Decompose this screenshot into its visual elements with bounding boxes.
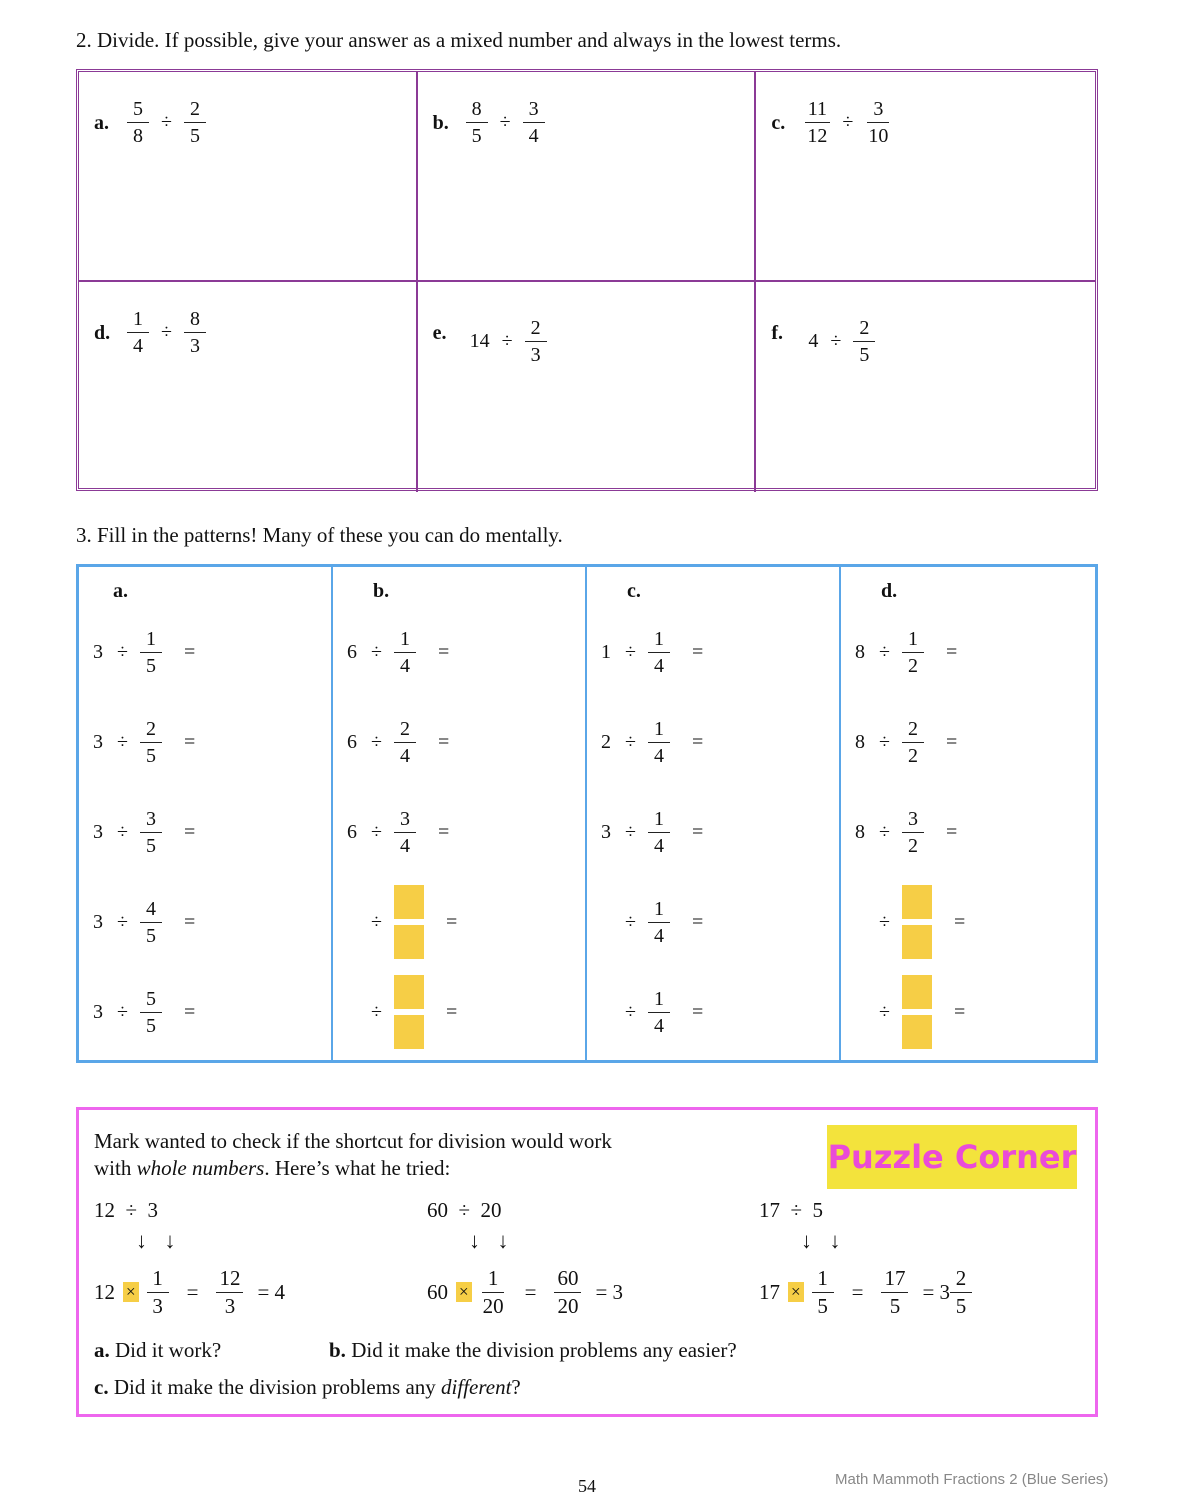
answer-area[interactable]: [428, 167, 738, 272]
divide-sign: ÷: [499, 110, 511, 133]
whole-number: 1: [601, 640, 611, 663]
answer-space[interactable]: [715, 997, 805, 1027]
numerator: 1: [147, 1268, 169, 1293]
denominator: 5: [145, 834, 156, 857]
answer-area[interactable]: [766, 167, 1076, 272]
numerator: 12: [216, 1268, 243, 1293]
divide-sign: ÷: [879, 1000, 890, 1023]
numerator: 1: [482, 1268, 504, 1293]
pattern-row: [345, 979, 559, 1045]
numerator: 60: [554, 1268, 581, 1293]
numerator: 1: [902, 629, 924, 653]
answer-space[interactable]: [977, 907, 1067, 937]
pattern-row: [345, 799, 551, 865]
equals-sign: =: [183, 820, 196, 843]
numerator: 2: [853, 318, 875, 342]
result: = 3: [922, 1279, 951, 1304]
whole-number: 3: [601, 820, 611, 843]
divisor-fraction: [865, 99, 891, 146]
dividend-fraction: [466, 99, 488, 146]
divide-sign: ÷: [625, 640, 636, 663]
q2-cell-a: [79, 72, 418, 282]
down-arrows-icon: ↓ ↓: [801, 1228, 847, 1253]
answer-space[interactable]: [461, 817, 551, 847]
division-problem: 12 ÷ 3: [94, 1198, 159, 1222]
numerator: 2: [525, 318, 547, 342]
divisor-fraction: [140, 899, 162, 946]
denominator: 5: [145, 1014, 156, 1037]
times-sign: ×: [123, 1282, 139, 1302]
blank-fraction: [394, 885, 424, 959]
divisor-fraction: [902, 719, 924, 766]
answer-blank-numerator[interactable]: [394, 975, 424, 1013]
denominator: 4: [399, 654, 410, 677]
pattern-label: b.: [373, 580, 390, 602]
puzzle-corner-box: [76, 1107, 1098, 1417]
denominator: 5: [145, 744, 156, 767]
equals-sign: =: [183, 1000, 196, 1023]
pattern-row: [91, 799, 297, 865]
denominator: 4: [399, 744, 410, 767]
whole-number: 3: [93, 730, 103, 753]
whole-number: 17: [759, 1279, 780, 1304]
numerator: 1: [140, 629, 162, 653]
numerator: 2: [140, 719, 162, 743]
divide-sign: ÷: [371, 820, 382, 843]
division-problem: 17 ÷ 5: [759, 1198, 824, 1222]
denominator: 5: [817, 1293, 828, 1318]
denominator: 5: [471, 124, 482, 147]
page-number: 54: [578, 1476, 596, 1496]
divide-sign: ÷: [879, 730, 890, 753]
problem-label: a.: [94, 112, 109, 134]
pattern-row: [91, 709, 297, 775]
pattern-label: d.: [881, 580, 898, 602]
answer-space[interactable]: [207, 637, 297, 667]
division-expression: [470, 311, 547, 371]
answer-area[interactable]: [89, 377, 399, 482]
answer-space[interactable]: [969, 637, 1059, 667]
divisor-fraction: [648, 809, 670, 856]
numerator: 1: [648, 719, 670, 743]
divide-sign: ÷: [371, 640, 382, 663]
division-expression: [466, 92, 545, 152]
pattern-row: [599, 889, 805, 955]
answer-space[interactable]: [715, 907, 805, 937]
numerator: 1: [127, 309, 149, 333]
q2-heading: 2. Divide. If possible, give your answer as a mixed number and always in the lowest terms.: [76, 28, 842, 52]
divisor-fraction: [648, 629, 670, 676]
equals-sign: =: [851, 1279, 864, 1304]
q3-column-d: [841, 567, 1095, 1060]
question-a: a. Did it work?: [94, 1338, 222, 1362]
whole-number: 4: [808, 329, 819, 352]
problem-label: d.: [94, 322, 111, 344]
answer-space[interactable]: [969, 727, 1059, 757]
answer-space[interactable]: [469, 907, 559, 937]
whole-number: 8: [855, 640, 865, 663]
whole-number: 3: [93, 910, 103, 933]
denominator: 4: [653, 924, 664, 947]
q3-grid: [76, 564, 1098, 1063]
answer-space[interactable]: [207, 727, 297, 757]
denominator: 4: [653, 744, 664, 767]
numerator: 3: [140, 809, 162, 833]
denominator: 12: [807, 124, 828, 147]
pattern-label: c.: [627, 580, 641, 602]
divide-sign: ÷: [117, 640, 128, 663]
q2-cell-e: [418, 282, 757, 492]
q3-heading: 3. Fill in the patterns! Many of these you can do mentally.: [76, 523, 563, 547]
times-sign: ×: [788, 1282, 804, 1302]
multiplication-rewrite: [94, 1260, 285, 1324]
divisor-fraction: [184, 99, 206, 146]
divisor-fraction: [140, 719, 162, 766]
denominator: 5: [955, 1293, 967, 1318]
numerator: 3: [394, 809, 416, 833]
equals-sign: =: [445, 1000, 458, 1023]
equals-sign: =: [186, 1279, 199, 1304]
divide-sign: ÷: [117, 910, 128, 933]
numerator: 2: [902, 719, 924, 743]
divisor-fraction: [140, 809, 162, 856]
equals-sign: =: [437, 820, 450, 843]
denominator: 5: [145, 654, 156, 677]
denominator: 10: [868, 124, 889, 147]
divide-sign: ÷: [625, 820, 636, 843]
numerator: 1: [648, 629, 670, 653]
blank-fraction: [394, 975, 424, 1049]
puzzle-intro-line1: Mark wanted to check if the shortcut for division would work: [94, 1129, 612, 1153]
whole-number: 8: [855, 730, 865, 753]
divide-sign: ÷: [117, 1000, 128, 1023]
equals-sign: =: [183, 640, 196, 663]
numerator: 17: [881, 1268, 908, 1293]
equals-sign: =: [691, 910, 704, 933]
equals-sign: =: [183, 910, 196, 933]
numerator: 1: [812, 1268, 834, 1293]
pattern-row: [599, 619, 805, 685]
equals-sign: =: [945, 730, 958, 753]
whole-number: 3: [93, 1000, 103, 1023]
q2-cell-b: [418, 72, 757, 282]
denominator: 4: [528, 124, 539, 147]
divide-sign: ÷: [371, 910, 382, 933]
divide-sign: ÷: [117, 820, 128, 843]
problem-label: c.: [771, 112, 786, 134]
pattern-row: [345, 889, 559, 955]
denominator: 8: [133, 124, 143, 147]
denominator: 20: [557, 1293, 579, 1318]
whole-number: 3: [93, 820, 103, 843]
divisor-fraction: [523, 99, 545, 146]
times-sign: ×: [456, 1282, 472, 1302]
divisor-fraction: [648, 899, 670, 946]
whole-number: 6: [347, 820, 357, 843]
result: = 4: [257, 1279, 286, 1304]
numerator: 3: [902, 809, 924, 833]
answer-area[interactable]: [428, 377, 738, 482]
answer-space[interactable]: [977, 997, 1067, 1027]
divide-sign: ÷: [830, 329, 842, 352]
division-expression: [804, 92, 891, 152]
answer-blank-denominator[interactable]: [394, 1013, 424, 1049]
denominator: 3: [530, 343, 541, 366]
multiplication-rewrite: [759, 1260, 972, 1324]
denominator: 3: [224, 1293, 236, 1318]
equals-sign: =: [437, 730, 450, 753]
denominator: 5: [145, 924, 156, 947]
divide-sign: ÷: [879, 910, 890, 933]
denominator: 5: [859, 343, 870, 366]
divide-sign: ÷: [879, 820, 890, 843]
reciprocal-fraction: [812, 1265, 834, 1318]
q3-column-a: [79, 567, 333, 1060]
reciprocal-fraction: [147, 1265, 169, 1318]
result: = 3: [595, 1279, 624, 1304]
pattern-row: [599, 799, 805, 865]
divide-sign: ÷: [842, 110, 854, 133]
denominator: 4: [653, 1014, 664, 1037]
answer-blank-numerator[interactable]: [902, 885, 932, 923]
q3-column-c: [587, 567, 841, 1060]
whole-number: 6: [347, 730, 357, 753]
divide-sign: ÷: [117, 730, 128, 753]
q3-column-b: [333, 567, 587, 1060]
denominator: 2: [907, 834, 918, 857]
denominator: 5: [889, 1293, 901, 1318]
equals-sign: =: [691, 640, 704, 663]
division-expression: [127, 92, 206, 152]
equals-sign: =: [953, 910, 966, 933]
whole-number: 3: [93, 640, 103, 663]
divisor-fraction: [853, 318, 875, 365]
whole-number: 60: [427, 1279, 448, 1304]
denominator: 4: [653, 834, 664, 857]
numerator: 3: [867, 99, 889, 123]
denominator: 5: [189, 124, 200, 147]
divisor-fraction: [140, 989, 162, 1036]
numerator: 1: [648, 809, 670, 833]
denominator: 3: [189, 334, 200, 357]
question-c: c. Did it make the division problems any different?: [94, 1375, 521, 1399]
whole-number: 14: [469, 329, 490, 352]
answer-blank-denominator[interactable]: [902, 1013, 932, 1049]
q2-cell-c: [756, 72, 1095, 282]
divisor-fraction: [394, 809, 416, 856]
q2-grid: [76, 69, 1098, 491]
puzzle-intro-line2: with whole numbers. Here’s what he tried:: [94, 1156, 451, 1180]
numerator: 8: [466, 99, 488, 123]
problem-label: b.: [432, 112, 449, 134]
problem-label: e.: [432, 322, 447, 344]
dividend-fraction: [127, 99, 149, 146]
denominator: 4: [133, 334, 143, 357]
result-fraction-part: [950, 1265, 972, 1318]
divide-sign: ÷: [879, 640, 890, 663]
pattern-row: [91, 979, 297, 1045]
denominator: 20: [482, 1293, 504, 1318]
equals-sign: =: [691, 820, 704, 843]
answer-blank-denominator[interactable]: [902, 923, 932, 959]
divisor-fraction: [648, 989, 670, 1036]
numerator: 2: [950, 1268, 972, 1293]
divisor-fraction: [140, 629, 162, 676]
pattern-row: [91, 889, 297, 955]
answer-area[interactable]: [89, 167, 399, 272]
answer-space[interactable]: [715, 727, 805, 757]
divide-sign: ÷: [501, 329, 513, 352]
numerator: 1: [394, 629, 416, 653]
division-expression: [127, 302, 206, 362]
whole-number: 12: [94, 1279, 115, 1304]
answer-space[interactable]: [207, 907, 297, 937]
divide-sign: ÷: [371, 730, 382, 753]
divisor-fraction: [902, 809, 924, 856]
denominator: 3: [152, 1293, 163, 1318]
equals-sign: =: [945, 820, 958, 843]
pattern-label: a.: [113, 580, 128, 602]
multiplication-rewrite: [427, 1260, 623, 1324]
answer-blank-numerator[interactable]: [394, 885, 424, 923]
numerator: 4: [140, 899, 162, 923]
product-fraction: [554, 1265, 581, 1318]
answer-space[interactable]: [207, 997, 297, 1027]
product-fraction: [881, 1265, 908, 1318]
division-expression: [808, 311, 875, 371]
pattern-row: [345, 619, 551, 685]
numerator: 11: [805, 99, 830, 123]
pattern-row: [853, 979, 1067, 1045]
blank-fraction: [902, 975, 932, 1049]
numerator: 1: [648, 899, 670, 923]
divisor-fraction: [184, 309, 206, 356]
answer-area[interactable]: [766, 377, 1076, 482]
answer-space[interactable]: [969, 817, 1059, 847]
denominator: 4: [653, 654, 664, 677]
answer-space[interactable]: [715, 817, 805, 847]
dividend-fraction: [804, 99, 830, 146]
denominator: 2: [907, 744, 918, 767]
q2-cell-d: [79, 282, 418, 492]
denominator: 2: [907, 654, 918, 677]
answer-blank-denominator[interactable]: [394, 923, 424, 959]
divide-sign: ÷: [161, 110, 172, 133]
whole-number: 6: [347, 640, 357, 663]
answer-blank-numerator[interactable]: [902, 975, 932, 1013]
divisor-fraction: [394, 719, 416, 766]
divide-sign: ÷: [625, 910, 636, 933]
puzzle-corner-badge: Puzzle Corner: [827, 1125, 1077, 1189]
divide-sign: ÷: [371, 1000, 382, 1023]
whole-number: 8: [855, 820, 865, 843]
pattern-row: [599, 709, 805, 775]
answer-space[interactable]: [461, 727, 551, 757]
numerator: 5: [127, 99, 149, 123]
division-problem: 60 ÷ 20: [427, 1198, 502, 1222]
equals-sign: =: [953, 1000, 966, 1023]
answer-space[interactable]: [469, 997, 559, 1027]
q2-cell-f: [756, 282, 1095, 492]
down-arrows-icon: ↓ ↓: [469, 1228, 515, 1253]
divide-sign: ÷: [161, 320, 172, 343]
blank-fraction: [902, 885, 932, 959]
numerator: 5: [140, 989, 162, 1013]
problem-label: f.: [771, 322, 783, 344]
whole-number: 2: [601, 730, 611, 753]
pattern-row: [91, 619, 297, 685]
equals-sign: =: [945, 640, 958, 663]
down-arrows-icon: ↓ ↓: [136, 1228, 182, 1253]
numerator: 1: [648, 989, 670, 1013]
dividend-fraction: [127, 309, 149, 356]
numerator: 2: [394, 719, 416, 743]
divide-sign: ÷: [625, 730, 636, 753]
equals-sign: =: [445, 910, 458, 933]
pattern-row: [345, 709, 551, 775]
divisor-fraction: [902, 629, 924, 676]
numerator: 8: [184, 309, 206, 333]
answer-space[interactable]: [461, 637, 551, 667]
equals-sign: =: [524, 1279, 537, 1304]
divisor-fraction: [648, 719, 670, 766]
divide-sign: ÷: [625, 1000, 636, 1023]
divisor-fraction: [525, 318, 547, 365]
pattern-row: [853, 619, 1059, 685]
numerator: 3: [523, 99, 545, 123]
divisor-fraction: [394, 629, 416, 676]
equals-sign: =: [691, 1000, 704, 1023]
pattern-row: [853, 799, 1059, 865]
reciprocal-fraction: [480, 1265, 507, 1318]
equals-sign: =: [183, 730, 196, 753]
equals-sign: =: [437, 640, 450, 663]
pattern-row: [599, 979, 805, 1045]
series-title: Math Mammoth Fractions 2 (Blue Series): [835, 1471, 1109, 1488]
numerator: 2: [184, 99, 206, 123]
answer-space[interactable]: [207, 817, 297, 847]
denominator: 4: [399, 834, 410, 857]
pattern-row: [853, 889, 1067, 955]
pattern-row: [853, 709, 1059, 775]
equals-sign: =: [691, 730, 704, 753]
question-b: b. Did it make the division problems any easier?: [329, 1338, 737, 1362]
product-fraction: [216, 1265, 243, 1318]
answer-space[interactable]: [715, 637, 805, 667]
